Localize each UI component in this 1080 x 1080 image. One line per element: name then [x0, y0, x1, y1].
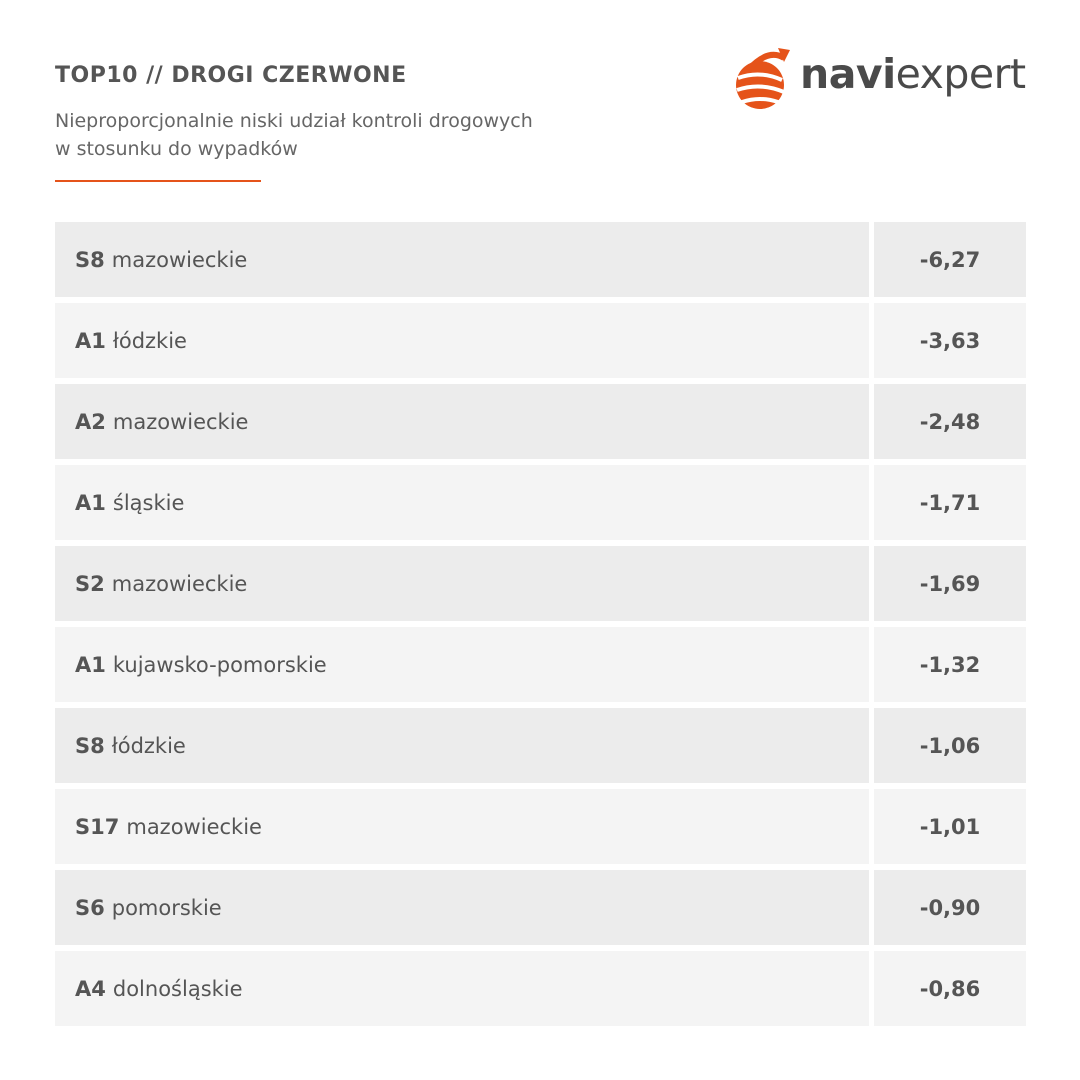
value-cell: -1,69	[874, 546, 1026, 621]
road-cell	[55, 465, 869, 540]
region-name: łódzkie	[111, 733, 186, 758]
logo-wordmark	[800, 50, 1026, 98]
region-name: mazowieckie	[112, 409, 249, 434]
ranking-table	[55, 222, 1026, 1026]
road-code: S2	[75, 571, 105, 596]
table-row	[55, 708, 1026, 783]
road-cell	[55, 627, 869, 702]
table-row	[55, 870, 1026, 945]
naviexpert-logo	[734, 44, 1034, 114]
road-cell	[55, 546, 869, 621]
road-cell	[55, 951, 869, 1026]
road-code: A4	[75, 976, 106, 1001]
table-row	[55, 546, 1026, 621]
table-row	[55, 222, 1026, 297]
table-row	[55, 789, 1026, 864]
region-name: pomorskie	[111, 895, 222, 920]
road-code: S17	[75, 814, 120, 839]
value-cell: -1,32	[874, 627, 1026, 702]
value-cell: -0,86	[874, 951, 1026, 1026]
value-cell: -0,90	[874, 870, 1026, 945]
region-name: dolnośląskie	[112, 976, 243, 1001]
road-cell	[55, 708, 869, 783]
road-code: A1	[75, 652, 106, 677]
road-code: A1	[75, 490, 106, 515]
region-name: śląskie	[112, 490, 185, 515]
region-name: łódzkie	[112, 328, 187, 353]
table-row	[55, 465, 1026, 540]
subtitle-line-1: Nieproporcjonalnie niski udział kontroli drogowych	[55, 110, 533, 132]
page-title: TOP10 // DROGI CZERWONE	[55, 63, 407, 88]
region-name: kujawsko-pomorskie	[112, 652, 327, 677]
region-name: mazowieckie	[126, 814, 262, 839]
table-row	[55, 951, 1026, 1026]
region-name: mazowieckie	[111, 571, 248, 596]
table-row	[55, 627, 1026, 702]
road-code: S8	[75, 733, 105, 758]
road-code: A2	[75, 409, 106, 434]
road-cell	[55, 303, 869, 378]
value-cell: -1,06	[874, 708, 1026, 783]
page-subtitle	[55, 107, 615, 163]
road-code: A1	[75, 328, 106, 353]
region-name: mazowieckie	[111, 247, 248, 272]
road-cell	[55, 384, 869, 459]
road-code: S6	[75, 895, 105, 920]
road-code: S8	[75, 247, 105, 272]
table-row	[55, 303, 1026, 378]
logo-word-bold: navi	[800, 50, 896, 98]
logo-word-regular: expert	[895, 50, 1026, 98]
subtitle-line-2: w stosunku do wypadków	[55, 138, 298, 160]
value-cell: -1,01	[874, 789, 1026, 864]
value-cell: -6,27	[874, 222, 1026, 297]
value-cell: -2,48	[874, 384, 1026, 459]
road-cell	[55, 789, 869, 864]
road-cell	[55, 222, 869, 297]
road-cell	[55, 870, 869, 945]
value-cell: -1,71	[874, 465, 1026, 540]
globe-arrow-icon	[734, 44, 794, 114]
table-row	[55, 384, 1026, 459]
value-cell: -3,63	[874, 303, 1026, 378]
accent-divider	[55, 180, 261, 182]
